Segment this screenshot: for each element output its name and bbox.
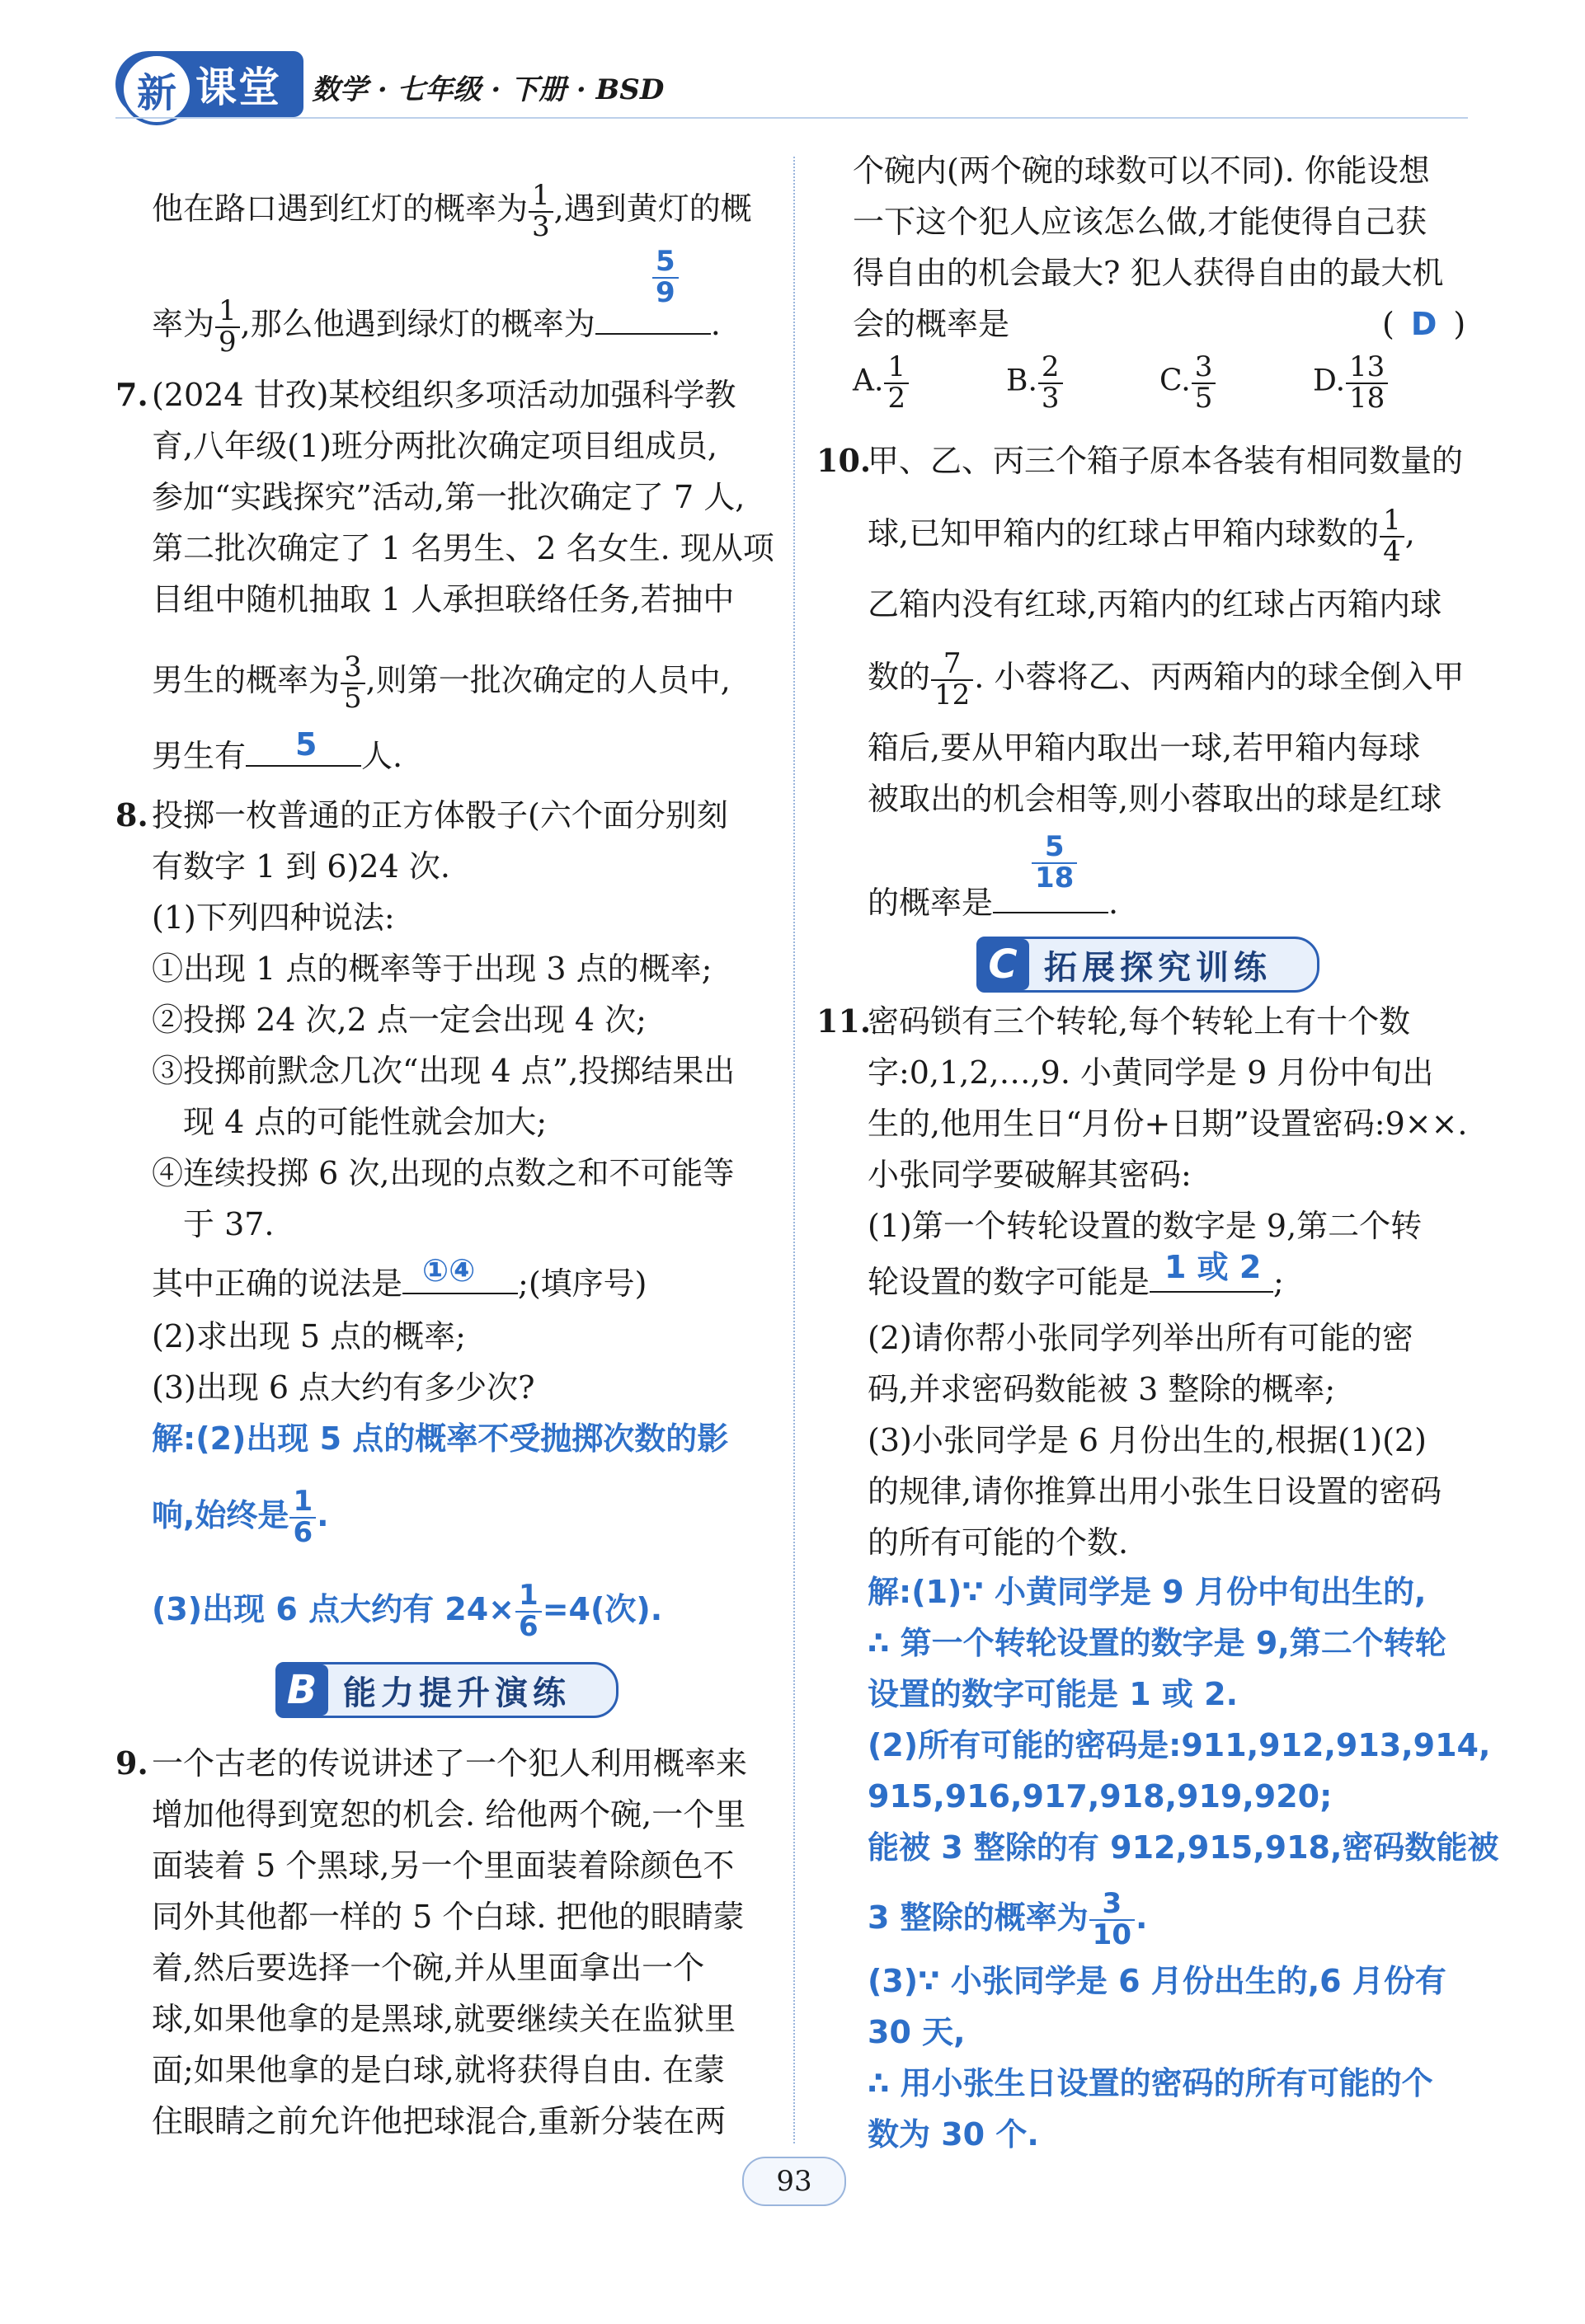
q6-fraction-1: $\frac{1}{3}$ (530, 181, 552, 242)
q11-line4: 小张同学要破解其密码: (868, 1157, 1192, 1193)
q10-number: 10. (816, 442, 872, 479)
q11-line8: 码,并求密码数能被 3 整除的概率; (868, 1371, 1336, 1407)
q8-line6: ③投掷前默念几次“出现 4 点”,投掷结果出 (152, 1053, 736, 1089)
q9-number: 9. (115, 1744, 148, 1782)
q7-line6: 男生的概率为 $\frac{3}{5}$ ,则第一批次确定的人员中, (152, 650, 731, 715)
book-title: 数学 · 七年级 · 下册 · BSD (312, 73, 665, 106)
section-b-title: 能力提升演练 (343, 1674, 571, 1712)
q8-line3: (1)下列四种说法: (152, 899, 395, 936)
q8-number: 8. (115, 796, 148, 833)
q10-fraction-1: $\frac{1}{4}$ (1381, 506, 1403, 566)
brand-logo-char: 新 (120, 53, 193, 125)
q10-line5: 箱后,要从甲箱内取出一球,若甲箱内每球 (868, 730, 1421, 766)
q10-line1: 甲、乙、丙三个箱子原本各装有相同数量的 (868, 443, 1464, 479)
q8-line1: 投掷一枚普通的正方体骰子(六个面分别刻 (152, 797, 728, 833)
section-c-banner (976, 937, 1319, 993)
q7-line7: 男生有 5 人. (152, 726, 403, 774)
q9-line7: 面;如果他拿的是白球,就将获得自由. 在蒙 (152, 2052, 726, 2088)
q11-line6: 轮设置的数字可能是 1 或 2 ; (868, 1249, 1284, 1300)
q6-fraction-2: $\frac{1}{9}$ (217, 297, 238, 357)
q11-solution-5: 915,916,917,918,919,920; (868, 1778, 1333, 1815)
q11-solution-2: ∴ 第一个转轮设置的数字是 9,第二个转轮 (868, 1625, 1446, 1661)
q11-solution-10: ∴ 用小张生日设置的密码的所有可能的个 (868, 2065, 1433, 2101)
q7-number: 7. (115, 376, 148, 413)
q7-line4: 第二批次确定了 1 名男生、2 名女生. 现从项 (152, 530, 774, 566)
q11-solution-7: 3 整除的概率为 $\frac{3}{10}$ . (868, 1887, 1148, 1951)
q11-solution-1: 解:(1)∵ 小黄同学是 9 月份中旬出生的, (868, 1574, 1427, 1610)
q9-answer-bracket: ( D ) (1382, 306, 1466, 342)
q11-solution-8: (3)∵ 小张同学是 6 月份出生的,6 月份有 (868, 1963, 1446, 1999)
q11-solution-9: 30 天, (868, 2014, 966, 2050)
q7-line1: (2024 甘孜)某校组织多项活动加强科学教 (152, 377, 736, 413)
header-rule (115, 117, 1468, 119)
q11-line1: 密码锁有三个转轮,每个转轮上有十个数 (868, 1003, 1411, 1040)
q7-line5: 目组中随机抽取 1 人承担联络任务,若抽中 (152, 581, 735, 617)
q11-line9: (3)小张同学是 6 月份出生的,根据(1)(2) (868, 1422, 1427, 1458)
q8-line12: (3)出现 6 点大约有多少次? (152, 1369, 535, 1406)
q9-line10: 一下这个犯人应该怎么做,才能使得自己获 (853, 204, 1427, 240)
section-b-letter: B (275, 1664, 328, 1716)
q8-line4: ①出现 1 点的概率等于出现 3 点的概率; (152, 951, 713, 987)
q8-line2: 有数字 1 到 6)24 次. (152, 848, 450, 885)
q9-line6: 球,如果他拿的是黑球,就要继续关在监狱里 (152, 2001, 736, 2037)
section-c-letter: C (976, 939, 1029, 990)
q9-line5: 着,然后要选择一个碗,并从里面拿出一个 (152, 1950, 705, 1986)
q8-solution-1: 解:(2)出现 5 点的概率不受抛掷次数的影 (152, 1420, 729, 1457)
q7-answer: 5 (295, 726, 317, 763)
q9-line8: 住眼睛之前允许他把球混合,重新分装在两 (152, 2103, 727, 2139)
q9-answer: D (1410, 306, 1437, 342)
q10-line4: 数的 $\frac{7}{12}$ . 小蓉将乙、丙两箱内的球全倒入甲 (868, 647, 1465, 711)
q8-line5: ②投掷 24 次,2 点一定会出现 4 次; (152, 1002, 647, 1038)
q9-options (853, 350, 1389, 415)
q9-line1: 一个古老的传说讲述了一个犯人利用概率来 (152, 1745, 748, 1782)
q8-answer: ①④ (422, 1252, 476, 1289)
q10-line2: 球,已知甲箱内的红球占甲箱内球数的 $\frac{1}{4}$ , (868, 504, 1415, 568)
q9-option-b: B. $\frac{2}{3}$ (1006, 353, 1159, 413)
q11-line5: (1)第一个转轮设置的数字是 9,第二个转 (868, 1208, 1423, 1244)
q11-solution-6: 能被 3 整除的有 912,915,918,密码数能被 (868, 1829, 1499, 1866)
q11-line11: 的所有可能的个数. (868, 1524, 1129, 1561)
page-number-badge (742, 2157, 846, 2206)
section-c-title: 拓展探究训练 (1044, 948, 1272, 987)
q10-answer: $\frac{5}{18}$ (1031, 833, 1078, 893)
q8-line10: 其中正确的说法是 ①④ ;(填序号) (152, 1252, 647, 1302)
q9-line2: 增加他得到宽恕的机会. 给他两个碗,一个里 (152, 1796, 746, 1833)
q6-answer: $\frac{5}{9}$ (651, 247, 680, 308)
q10-line3: 乙箱内没有红球,丙箱内的红球占丙箱内球 (868, 586, 1442, 622)
section-b-banner (275, 1662, 618, 1718)
q11-answer-1: 1 或 2 (1164, 1249, 1262, 1285)
q7-line2: 育,八年级(1)班分两批次确定项目组成员, (152, 428, 717, 464)
q11-line2: 字:0,1,2,…,9. 小黄同学是 9 月份中旬出 (868, 1054, 1434, 1091)
q11-line3: 生的,他用生日“月份+日期”设置密码:9××. (868, 1106, 1468, 1142)
q9-line4: 同外其他都一样的 5 个白球. 把他的眼睛蒙 (152, 1899, 745, 1935)
q9-line3: 面装着 5 个黑球,另一个里面装着除颜色不 (152, 1847, 735, 1884)
q11-solution-11: 数为 30 个. (868, 2116, 1039, 2153)
q7-fraction: $\frac{3}{5}$ (342, 653, 364, 713)
q6-line2: 率为 $\frac{1}{9}$ ,那么他遇到绿灯的概率为 . (152, 294, 721, 359)
q9-line12: 会的概率是 (853, 306, 1010, 342)
page-number: 93 (776, 2165, 812, 2198)
column-divider (793, 157, 795, 2143)
q11-number: 11. (816, 1002, 872, 1040)
q9-option-a: A. $\frac{1}{2}$ (853, 353, 1006, 413)
q9-option-c: C. $\frac{3}{5}$ (1159, 353, 1313, 413)
q8-line7: 现 4 点的可能性就会加大; (183, 1104, 548, 1140)
q10-line6: 被取出的机会相等,则小蓉取出的球是红球 (868, 781, 1442, 817)
q11-solution-4: (2)所有可能的密码是:911,912,913,914, (868, 1727, 1491, 1763)
q8-line8: ④连续投掷 6 次,出现的点数之和不可能等 (152, 1155, 735, 1191)
brand-logo-text: 课堂 (195, 63, 281, 111)
q6-line1: 他在路口遇到红灯的概率为 $\frac{1}{3}$ ,遇到黄灯的概 (152, 179, 752, 243)
q10-line7: 的概率是 . (868, 885, 1119, 921)
q11-line7: (2)请你帮小张同学列举出所有可能的密 (868, 1320, 1413, 1356)
q9-line9: 个碗内(两个碗的球数可以不同). 你能设想 (853, 153, 1430, 189)
q11-solution-3: 设置的数字可能是 1 或 2. (868, 1676, 1239, 1712)
q8-solution-3: (3)出现 6 点大约有 24× $\frac{1}{6}$ =4(次). (152, 1579, 663, 1643)
q8-line11: (2)求出现 5 点的概率; (152, 1318, 466, 1354)
q9-option-d: D. $\frac{13}{18}$ (1313, 353, 1389, 413)
q10-fraction-2: $\frac{7}{12}$ (933, 650, 971, 710)
q9-line11: 得自由的机会最大? 犯人获得自由的最大机 (853, 255, 1444, 291)
q11-line10: 的规律,请你推算出用小张生日设置的密码 (868, 1473, 1442, 1509)
q8-solution-2: 响,始终是 $\frac{1}{6}$ . (152, 1485, 329, 1549)
q8-line9: 于 37. (183, 1206, 275, 1242)
q7-line3: 参加“实践探究”活动,第一批次确定了 7 人, (152, 479, 745, 515)
